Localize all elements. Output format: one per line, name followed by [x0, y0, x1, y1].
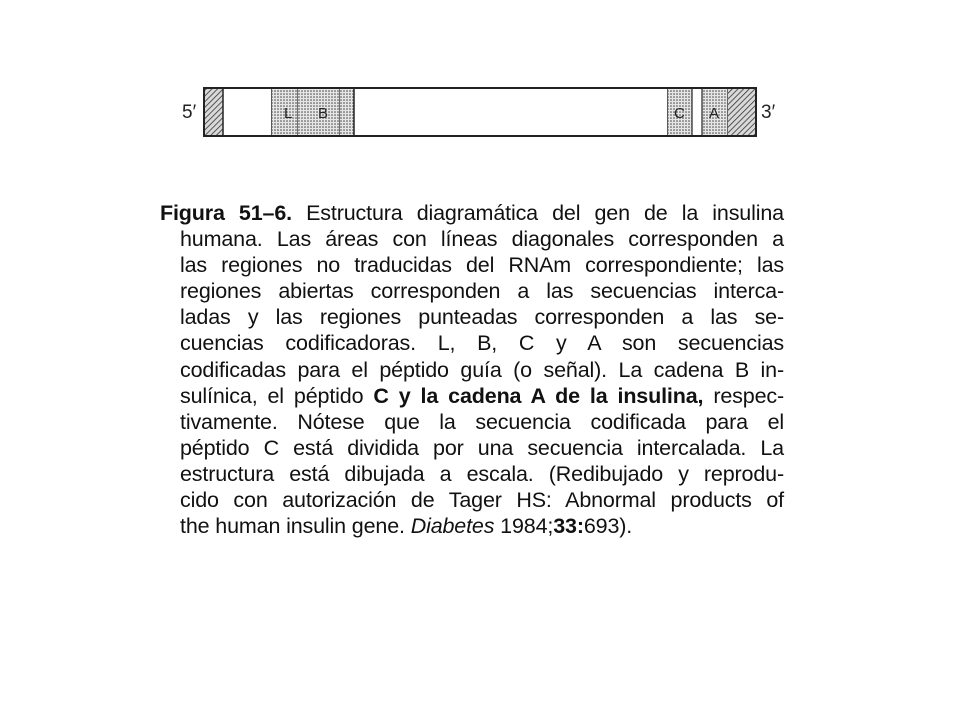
- caption-text-13a: the human insulin gene.: [180, 514, 405, 539]
- caption-line-3: las regiones no traducidas del RNAm correspondiente; las: [180, 253, 784, 278]
- c-coding-region-part1: [340, 89, 354, 135]
- caption-text-1: Estructura diagramática del gen de la insulina: [306, 201, 784, 225]
- segment-c-label: C: [674, 105, 685, 122]
- segment-a-label: A: [709, 105, 720, 122]
- caption-line-5: ladas y las regiones punteadas corresponden a las se-: [180, 305, 784, 330]
- figure-label: Figura 51–6.: [160, 201, 292, 225]
- three-prime-label: 3′: [761, 102, 776, 123]
- caption-text-8c: respec-: [713, 383, 784, 408]
- caption-line-12: cido con autorización de Tager HS: Abnormal products of: [180, 488, 784, 513]
- caption-line-7: codificadas para el péptido guía (o señal). La cadena B in-: [180, 357, 784, 382]
- five-prime-utr-region: [205, 89, 223, 135]
- segment-b-label: B: [318, 105, 329, 122]
- caption-line-1: [160, 200, 784, 226]
- caption-year: 1984;: [500, 514, 554, 539]
- three-prime-utr-region: [728, 89, 755, 135]
- caption-line-9: tivamente. Nótese que la secuencia codificada para el: [180, 409, 784, 434]
- journal-name: Diabetes: [410, 514, 495, 539]
- five-prime-label: 5′: [182, 102, 197, 123]
- caption-text-8a: sulínica, el péptido: [180, 383, 364, 408]
- caption-text-8b: C y la cadena A de la insulina,: [373, 383, 704, 408]
- caption-pages: 693).: [583, 514, 633, 539]
- caption-line-11: estructura está dibujada a escala. (Redibujado y reprodu-: [180, 461, 784, 486]
- insulin-gene-diagram: [160, 78, 800, 148]
- caption-line-10: péptido C está dividida por una secuencia intercalada. La: [180, 435, 784, 460]
- segment-l-label: L: [284, 105, 293, 122]
- caption-line-4: regiones abiertas corresponden a las secuencias interca-: [180, 279, 784, 304]
- caption-line-6: cuencias codificadoras. L, B, C y A son secuencias: [180, 331, 784, 356]
- caption-volume: 33:: [553, 514, 584, 539]
- caption-line-2: humana. Las áreas con líneas diagonales corresponden a: [180, 227, 784, 252]
- figure-caption: [160, 200, 784, 539]
- caption-line-8: [160, 383, 784, 409]
- caption-line-13: [160, 513, 784, 539]
